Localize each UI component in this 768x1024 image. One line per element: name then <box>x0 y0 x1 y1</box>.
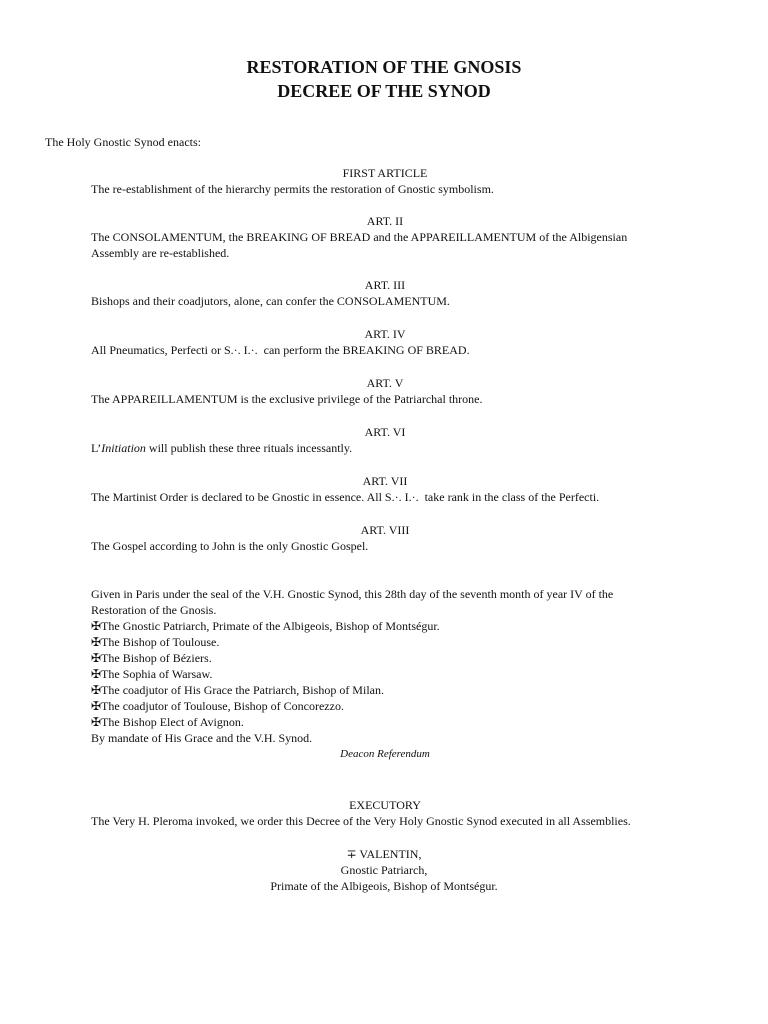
deacon-referendum: Deacon Referendum <box>340 748 430 760</box>
article-body: Bishops and their coadjutors, alone, can confer the CONSOLAMENTUM. <box>91 294 450 308</box>
article-body: The Gospel according to John is the only Gnostic Gospel. <box>91 539 369 553</box>
executory-heading: EXECUTORY <box>349 798 421 812</box>
article-body-suffix: will publish these three rituals incessantly. <box>145 441 353 455</box>
signatory: ✠The Bishop Elect of Avignon. <box>91 715 244 729</box>
article-heading: ART. VI <box>364 425 406 439</box>
article-body-line: The CONSOLAMENTUM, the BREAKING OF BREAD and the APPAREILLAMENTUM of the Albigensian <box>91 230 628 244</box>
article-6 <box>91 424 691 456</box>
mandate-line: By mandate of His Grace and the V.H. Synod. <box>91 731 313 745</box>
signatory: ✠The coadjutor of Toulouse, Bishop of Concorezzo. <box>91 699 344 713</box>
article-7 <box>91 473 691 505</box>
article-heading: FIRST ARTICLE <box>342 166 428 180</box>
document-subtitle: DECREE OF THE SYNOD <box>277 81 491 101</box>
intro-text: The Holy Gnostic Synod enacts: <box>45 135 201 149</box>
article-1 <box>91 165 691 197</box>
publication-title: Initiation <box>101 441 146 455</box>
article-heading: ART. VII <box>362 474 408 488</box>
article-body: The Martinist Order is declared to be Gnostic in essence. All S.·. I.·. take rank in the class of the Perfecti. <box>91 490 600 504</box>
signatory: ✠The Sophia of Warsaw. <box>91 667 213 681</box>
executory-block <box>91 797 691 829</box>
article-5 <box>91 375 691 407</box>
article-body <box>91 440 691 456</box>
article-body: All Pneumatics, Perfecti or S.·. I.·. can perform the BREAKING OF BREAD. <box>91 343 470 357</box>
signature-title: Primate of the Albigeois, Bishop of Montségur. <box>270 879 498 893</box>
article-2 <box>91 213 691 261</box>
signatory: ✠The coadjutor of His Grace the Patriarch, Bishop of Milan. <box>91 683 384 697</box>
article-body: The APPAREILLAMENTUM is the exclusive privilege of the Patriarchal throne. <box>91 392 483 406</box>
signature-name: ∓ VALENTIN, <box>346 847 422 861</box>
executory-body: The Very H. Pleroma invoked, we order this Decree of the Very Holy Gnostic Synod executed in all Assemblies. <box>91 814 631 828</box>
article-heading: ART. V <box>366 376 404 390</box>
signature-title: Gnostic Patriarch, <box>340 863 428 877</box>
article-heading: ART. IV <box>364 327 406 341</box>
article-body: The re-establishment of the hierarchy permits the restoration of Gnostic symbolism. <box>91 182 494 196</box>
article-4 <box>91 326 691 358</box>
article-heading: ART. II <box>366 214 404 228</box>
signatory: ✠The Gnostic Patriarch, Primate of the Albigeois, Bishop of Montségur. <box>91 619 440 633</box>
article-body-prefix: L’ <box>91 441 102 455</box>
article-heading: ART. III <box>364 278 406 292</box>
given-line: Given in Paris under the seal of the V.H. Gnostic Synod, this 28th day of the seventh month of year IV of the <box>91 587 614 601</box>
article-body-line: Assembly are re-established. <box>91 246 230 260</box>
article-heading: ART. VIII <box>360 523 410 537</box>
article-8 <box>91 522 691 554</box>
article-3 <box>91 277 691 309</box>
signatory: ✠The Bishop of Toulouse. <box>91 635 220 649</box>
given-line: Restoration of the Gnosis. <box>91 603 217 617</box>
given-block <box>91 586 691 762</box>
document-title: RESTORATION OF THE GNOSIS <box>246 57 522 77</box>
signatory: ✠The Bishop of Béziers. <box>91 651 212 665</box>
